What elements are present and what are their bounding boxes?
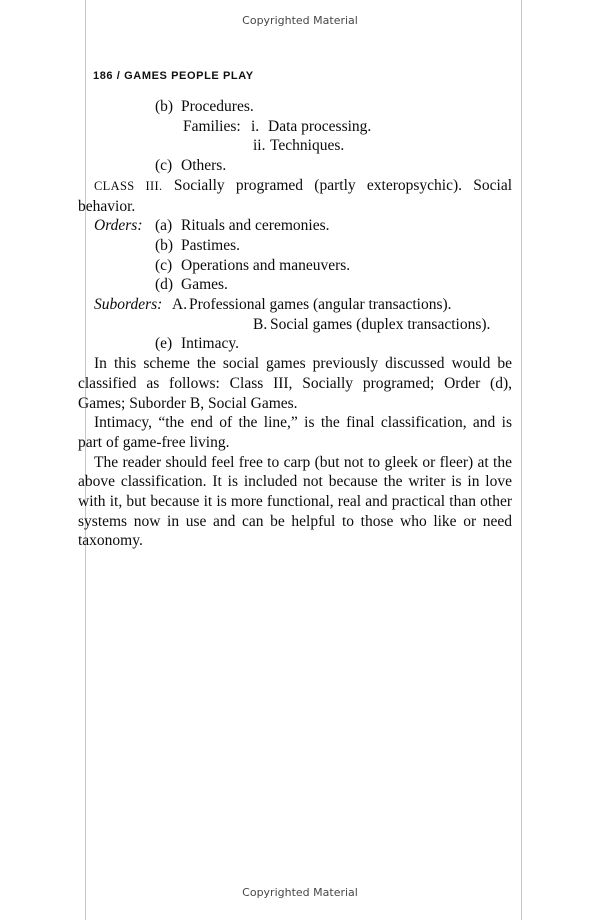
outline-line-suborders: [78, 295, 512, 315]
outline-line-orders: [78, 216, 512, 236]
page-edge-line-right: [521, 0, 522, 920]
outline-mark: (a): [155, 217, 173, 235]
copyright-notice-bottom: Copyrighted Material: [242, 886, 358, 899]
outline-mark: (d): [155, 276, 174, 294]
outline-label: Orders:: [94, 217, 143, 235]
outline-label: Families:: [183, 117, 241, 135]
paragraph-scheme: In this scheme the social games previously discussed would be classified as follows: Class III, Socially programed; Order (d), Games; Suborder B, Social Games.: [78, 355, 512, 412]
outline-line-social-games: [78, 315, 512, 335]
outline-line-families: [78, 117, 512, 137]
outline-text: Social games (duplex transactions).: [270, 315, 491, 333]
outline-text: Data processing.: [268, 117, 372, 135]
outline-line-intimacy: [78, 334, 512, 354]
outline-text: Professional games (angular transactions).: [189, 296, 452, 314]
outline-line-procedures: [78, 97, 512, 117]
outline-text: Intimacy.: [181, 335, 239, 353]
outline-mark: (c): [155, 256, 173, 274]
outline-line-games: [78, 275, 512, 295]
outline-text: Others.: [181, 157, 227, 175]
outline-text: Procedures.: [181, 98, 254, 115]
outline-mark: (b): [155, 236, 174, 254]
outline-mark: (e): [155, 335, 173, 353]
copyright-notice-top: Copyrighted Material: [242, 14, 358, 27]
paragraph-reader: The reader should feel free to carp (but not to gleek or fleer) at the above classification. It is included not because the writer is in love with it, but because it is more functional, real and practical than other systems now in use and can be helpful to those who like or need taxonomy.: [78, 453, 512, 550]
class-iii-heading: [78, 176, 512, 216]
page-body-text: [78, 97, 512, 551]
outline-line-operations: [78, 256, 512, 276]
outline-mark: (b): [155, 98, 174, 115]
outline-text: Techniques.: [270, 137, 345, 155]
outline-mark: i.: [251, 117, 260, 135]
outline-line-others: [78, 156, 512, 176]
class-iii-smallcaps: CLASS III.: [94, 178, 163, 193]
outline-mark: A.: [172, 296, 188, 314]
outline-text: Games.: [181, 276, 228, 294]
class-iii-text: Socially programed (partly exteropsychic). Social behavior.: [78, 176, 513, 215]
outline-mark: (c): [155, 157, 173, 175]
outline-text: Rituals and ceremonies.: [181, 217, 330, 235]
outline-line-techniques: [78, 136, 512, 156]
outline-label: Suborders:: [94, 296, 163, 314]
outline-text: Pastimes.: [181, 236, 240, 254]
outline-line-pastimes: [78, 236, 512, 256]
outline-text: Operations and maneuvers.: [181, 256, 351, 274]
paragraph-intimacy: Intimacy, “the end of the line,” is the final classification, and is part of game-free living.: [78, 414, 512, 451]
outline-mark: ii.: [253, 137, 266, 155]
outline-mark: B.: [253, 315, 268, 333]
running-head: 186 / GAMES PEOPLE PLAY: [93, 70, 254, 82]
